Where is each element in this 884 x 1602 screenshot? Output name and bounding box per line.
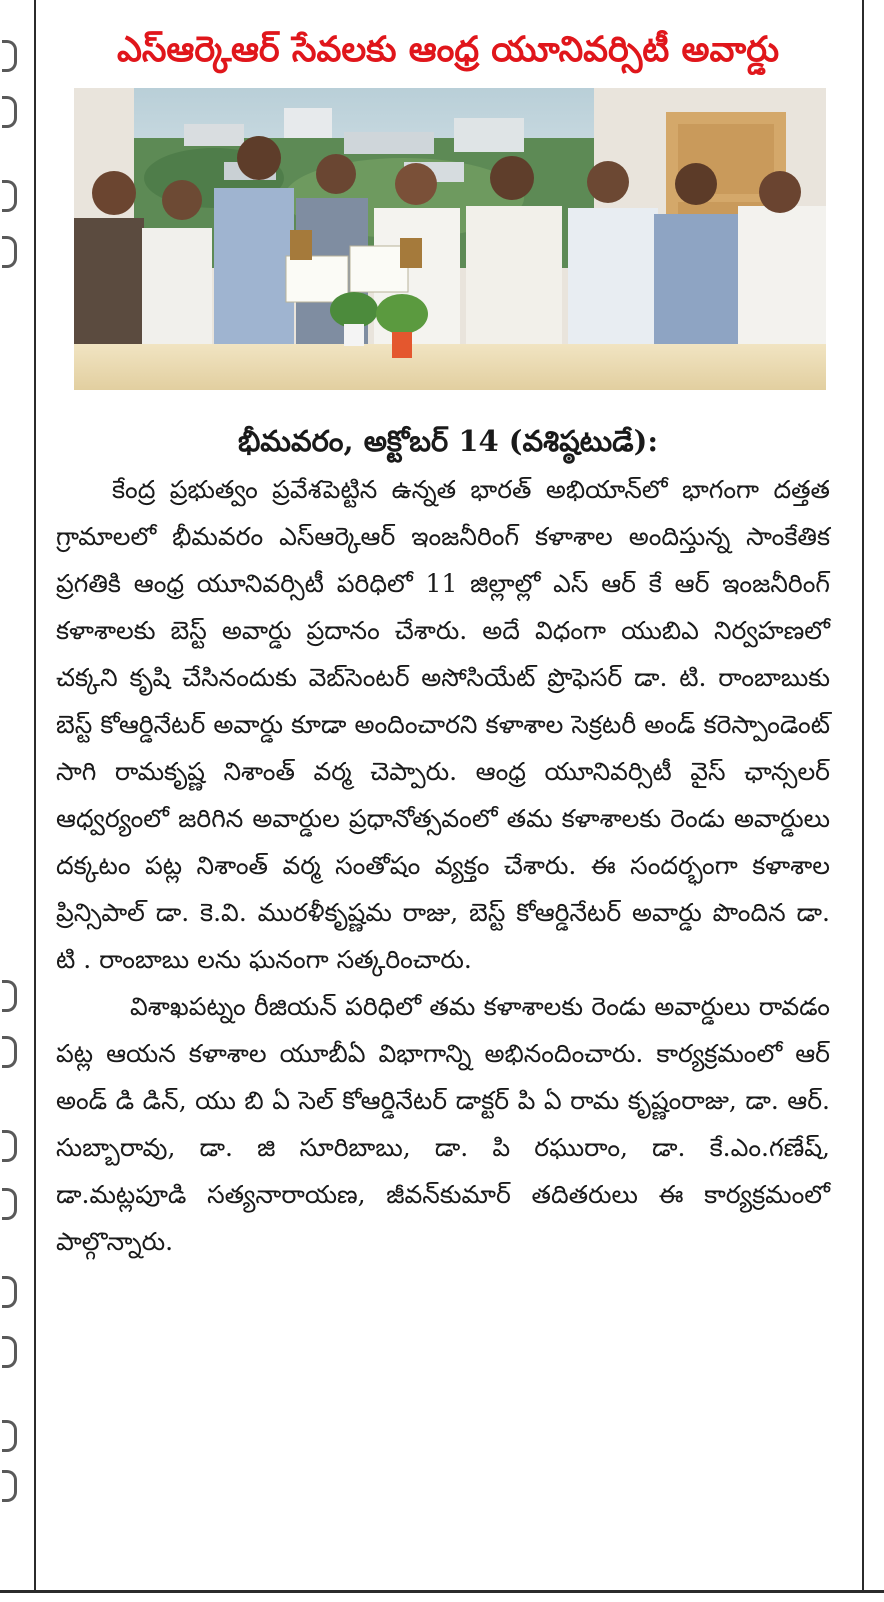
article-headline: ఎస్ఆర్కెఆర్ సేవలకు ఆంధ్ర యూనివర్సిటీ అవార్డు (116, 30, 780, 70)
adjacent-column-edge (0, 0, 24, 1602)
article-body (56, 466, 830, 1265)
column-rule-bottom (0, 1590, 884, 1593)
column-rule-right (862, 0, 864, 1590)
article-dateline: భీమవరం, అక్టోబర్ 14 (వశిష్ఠటుడే): (237, 424, 659, 458)
news-photo (74, 88, 826, 390)
article-paragraph-2: విశాఖపట్నం రీజియన్ పరిధిలో తమ కళాశాలకు రెండు అవార్డులు రావడం పట్ల ఆయన కళాశాల యూబీఏ విభాగాన్ని అభినందించారు. కార్యక్రమంలో ఆర్ అండ్ డి డిన్, యు బి ఏ సెల్ కోఆర్డినేటర్ డాక్టర్ పి ఏ రామ కృష్ణంరాజు, డా. ఆర్. సుబ్బారావు, డా. జి సూరిబాబు, డా. పి రఘురాం, డా. కే.ఎం.గణేష్, డా.మట్లపూడి సత్యనారాయణ, జీవన్‌కుమార్ తదితరులు ఈ కార్యక్రమంలో పాల్గొన్నారు. (56, 992, 830, 1256)
column-rule-left (34, 0, 36, 1590)
article-paragraph-1: కేంద్ర ప్రభుత్వం ప్రవేశపెట్టిన ఉన్నత భారత్ అభియాన్‌లో భాగంగా దత్తత గ్రామాలలో భీమవరం ఎస్ఆర్కెఆర్ ఇంజనీరింగ్ కళాశాల అందిస్తున్న సాంకేతిక ప్రగతికి ఆంధ్ర యూనివర్సిటీ పరిధిలో 11 జిల్లాల్లో ఎస్ ఆర్ కే ఆర్ ఇంజనీరింగ్ కళాశాలకు బెస్ట్ అవార్డు ప్రదానం చేశారు. అదే విధంగా యుబిఎ నిర్వహణలో చక్కని కృషి చేసినందుకు వెబ్‌సెంటర్ అసోసియేట్ ప్రొఫెసర్ డా. టి. రాంబాబుకు బెస్ట్ కోఆర్డినేటర్ అవార్డు కూడా అందించారని కళాశాల సెక్రటరీ అండ్ కరెస్పాండెంట్ సాగి రామకృష్ణ నిశాంత్ వర్మ చెప్పారు. ఆంధ్ర యూనివర్సిటీ వైస్ ఛాన్సలర్ ఆధ్వర్యంలో జరిగిన అవార్డుల ప్రధానోత్సవంలో తమ కళాశాలకు రెండు అవార్డులు దక్కటం పట్ల నిశాంత్ వర్మ సంతోషం వ్యక్తం చేశారు. ఈ సందర్భంగా కళాశాల ప్రిన్సిపాల్ డా. కె.వి. మురళీకృష్ణమ రాజు, బెస్ట్ కోఆర్డినేటర్ అవార్డు పొందిన డా. టి . రాంబాబు లను ఘనంగా సత్కరించారు. (56, 475, 830, 974)
